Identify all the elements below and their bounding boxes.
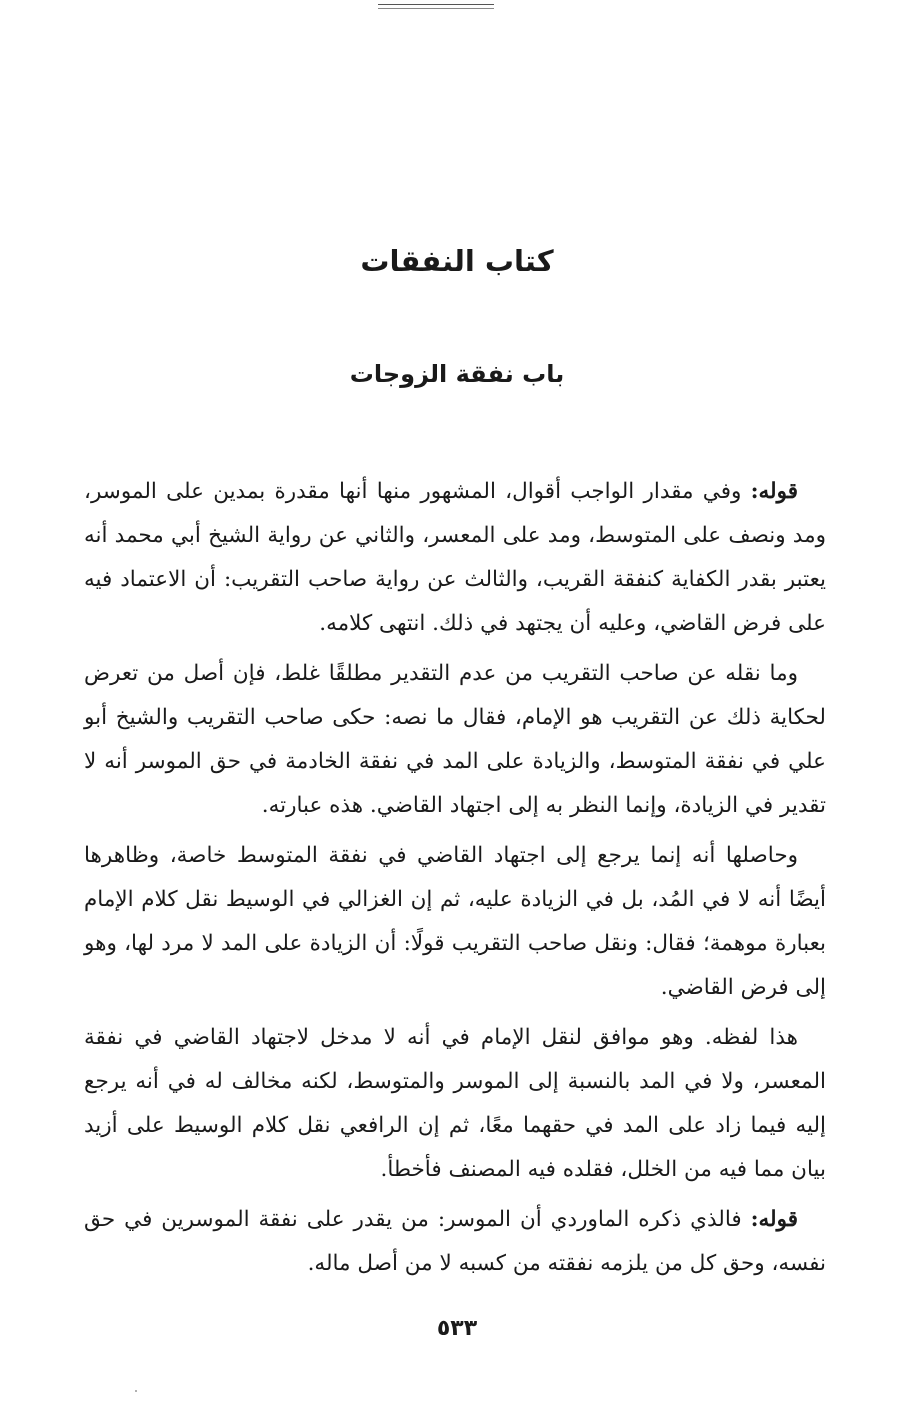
paragraph-text: وما نقله عن صاحب التقريب من عدم التقدير مطلقًا غلط، فإن أصل من تعرض لحكاية ذلك عن التقريب هو الإمام، فقال ما نصه: حكى صاحب التقريب والشيخ أبو علي في نفقة المتوسط، والزيادة على المد في نفقة الخادمة في حق الموسر أنه لا تقدير في الزيادة، وإنما النظر به إلى اجتهاد القاضي. هذه عبارته. xyxy=(84,661,826,818)
page-number: ٥٣٣ xyxy=(436,1316,478,1341)
paragraph-1 xyxy=(84,470,826,646)
book-title: كتاب النفقات xyxy=(360,244,554,278)
body-text xyxy=(84,470,826,1292)
paragraph-text: هذا لفظه. وهو موافق لنقل الإمام في أنه لا مدخل لاجتهاد القاضي في نفقة المعسر، ولا في المد بالنسبة إلى الموسر والمتوسط، لكنه مخالف له في أنه يرجع إليه فيما زاد على المد في حقهما معًا، ثم إن الرافعي نقل كلام الوسيط على أزيد بيان مما فيه من الخلل، فقلده فيه المصنف فأخطأ. xyxy=(84,1025,826,1182)
paragraph-3 xyxy=(84,834,826,1010)
paragraph-text: فالذي ذكره الماوردي أن الموسر: من يقدر على نفقة الموسرين في حق نفسه، وحق كل من يلزمه نفقته من كسبه لا من أصل ماله. xyxy=(84,1207,826,1276)
paragraph-text: وحاصلها أنه إنما يرجع إلى اجتهاد القاضي في نفقة المتوسط خاصة، وظاهرها أيضًا أنه لا في المُد، بل في الزيادة عليه، ثم إن الغزالي في الوسيط نقل كلام الإمام بعبارة موهمة؛ فقال: ونقل صاحب التقريب قولًا: أن الزيادة على المد لا مرد لها، وهو إلى فرض القاضي. xyxy=(84,843,826,1000)
paragraph-5 xyxy=(84,1198,826,1286)
paragraph-lead: قوله: xyxy=(750,479,798,504)
paragraph-4 xyxy=(84,1016,826,1192)
chapter-title: باب نفقة الزوجات xyxy=(349,360,565,388)
paragraph-2 xyxy=(84,652,826,828)
paragraph-lead: قوله: xyxy=(750,1207,798,1232)
top-rule xyxy=(378,4,494,5)
scan-speck xyxy=(135,1390,137,1392)
paragraph-text: وفي مقدار الواجب أقوال، المشهور منها أنها مقدرة بمدين على الموسر، ومد ونصف على المتوسط، ومد على المعسر، والثاني عن رواية الشيخ أبي محمد أنه يعتبر بقدر الكفاية كنفقة القريب، والثالث عن رواية صاحب التقريب: أن الاعتماد فيه على فرض القاضي، وعليه أن يجتهد في ذلك. انتهى كلامه. xyxy=(84,479,826,636)
top-rule-secondary xyxy=(378,8,494,9)
